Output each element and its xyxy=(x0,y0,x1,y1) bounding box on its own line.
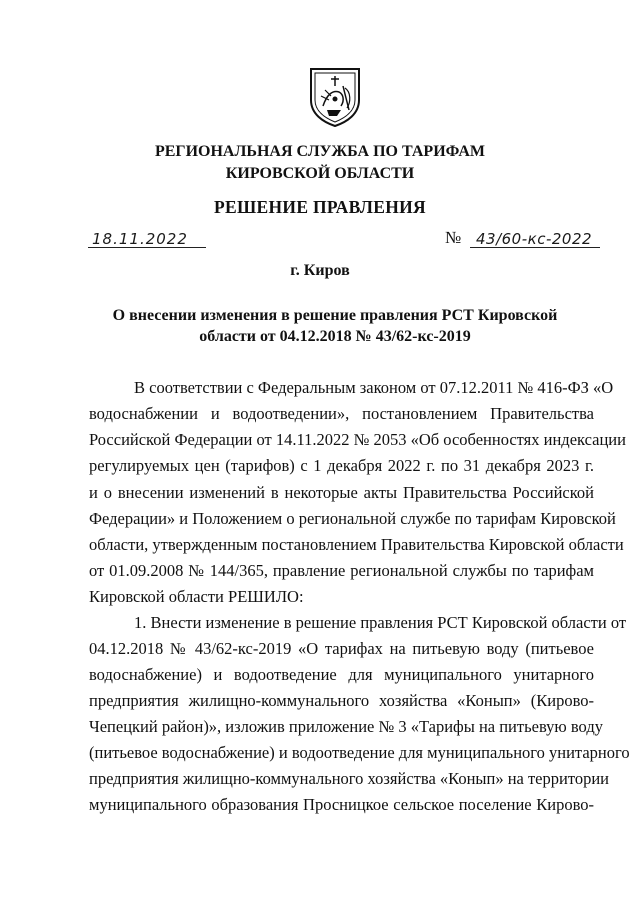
body-line: муниципального образования Просницкое сельское поселение Кирово- xyxy=(89,795,594,814)
body-line: Российской Федерации от 14.11.2022 № 2053 «Об особенностях индексации xyxy=(89,430,626,449)
subject-line2: области от 04.12.2018 № 43/62-кс-2019 xyxy=(199,328,471,345)
body-line: области, утвержденным постановлением Правительства Кировской области xyxy=(89,535,624,554)
body-line: предприятия жилищно-коммунального хозяйства «Конып» на территории xyxy=(89,769,609,788)
decision-number: 43/60-кс-2022 xyxy=(476,230,593,248)
subject-line1: О внесении изменения в решение правления РСТ Кировской xyxy=(112,307,558,324)
body-line: Чепецкий район)», изложив приложение № 3 «Тарифы на питьевую воду xyxy=(89,717,603,736)
body-line: В соответствии с Федеральным законом от 07.12.2011 № 416-ФЗ «О xyxy=(134,378,614,397)
city-name: г. Киров xyxy=(290,262,350,279)
decision-date: 18.11.2022 xyxy=(92,230,188,248)
body-line: Федерации» и Положением о региональной службе по тарифам Кировской xyxy=(89,509,616,528)
document-title: РЕШЕНИЕ ПРАВЛЕНИЯ xyxy=(214,197,426,217)
number-underline xyxy=(470,247,600,248)
body-line: (питьевое водоснабжение) и водоотведение для муниципального унитарного xyxy=(89,743,630,762)
body-line: 1. Внести изменение в решение правления РСТ Кировской области от xyxy=(134,613,627,632)
organization-name-line2: КИРОВСКОЙ ОБЛАСТИ xyxy=(225,165,415,182)
body-line: предприятия жилищно-коммунального хозяйства «Конып» (Кирово- xyxy=(89,691,594,710)
body-line: 04.12.2018 № 43/62-кс-2019 «О тарифах на питьевую воду (питьевое xyxy=(89,639,594,658)
body-line: от 01.09.2008 № 144/365, правление региональной службы по тарифам xyxy=(89,561,594,580)
body-line: и о внесении изменений в некоторые акты Правительства Российской xyxy=(89,483,594,502)
body-line: водоснабжении и водоотведении», постановлением Правительства xyxy=(89,404,594,423)
body-line: водоснабжение) и водоотведение для муниципального унитарного xyxy=(89,665,594,684)
organization-name-line1: РЕГИОНАЛЬНАЯ СЛУЖБА ПО ТАРИФАМ xyxy=(154,143,486,160)
date-underline xyxy=(88,247,206,248)
body-line: Кировской области РЕШИЛО: xyxy=(89,587,304,606)
number-sign: № xyxy=(445,228,462,247)
kirov-coat-of-arms-icon xyxy=(307,66,363,128)
body-line: регулируемых цен (тарифов) с 1 декабря 2022 г. по 31 декабря 2023 г. xyxy=(89,456,594,475)
